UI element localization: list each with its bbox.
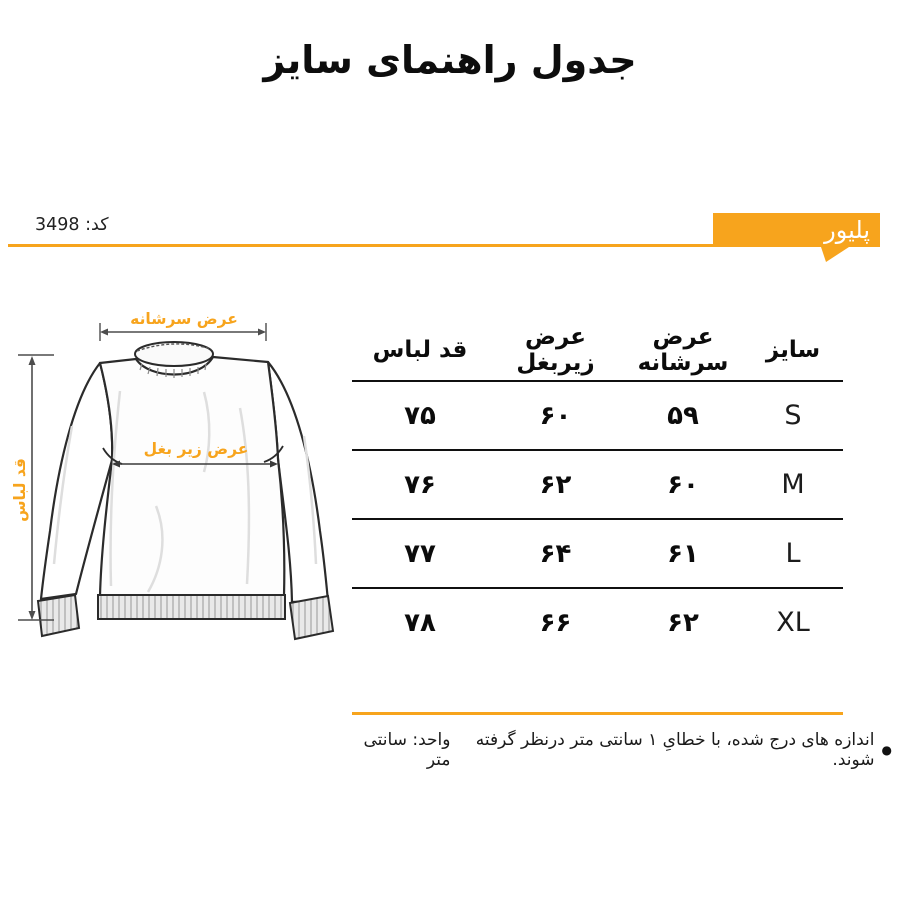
length-value: ۷۵ (404, 400, 436, 431)
size-value: L (785, 538, 801, 569)
sweater-measurement-diagram (8, 296, 348, 656)
page-title: جدول راهنمای سایز (263, 38, 637, 82)
header-garment-length: قد لباس (372, 337, 468, 363)
bullet-icon: ● (881, 743, 892, 757)
banner-underline (8, 244, 713, 247)
header-size: سایز (765, 337, 821, 363)
size-table (352, 320, 843, 656)
shoulder-value: ۵۹ (667, 400, 699, 431)
table-row-xl (352, 589, 843, 656)
table-row-m (352, 451, 843, 520)
unit-note: واحد: سانتی متر (363, 730, 451, 770)
table-row-l (352, 520, 843, 589)
length-value: ۷۷ (404, 538, 436, 569)
footer-divider (352, 712, 843, 715)
length-value: ۷۶ (404, 469, 436, 500)
garment-length-label: قد لباس (11, 458, 29, 522)
length-value: ۷۸ (404, 607, 436, 638)
tolerance-note-text: اندازه های درج شده، با خطایِ ۱ سانتی متر درنظر گرفته شوند. (475, 730, 875, 770)
size-value: M (781, 469, 805, 500)
underarm-value: ۶۲ (539, 469, 572, 500)
underarm-value: ۶۴ (539, 538, 572, 569)
footer (340, 730, 892, 770)
product-tag-label: پلیور (824, 216, 870, 244)
underarm-value: ۶۰ (539, 400, 572, 431)
size-table-header-row (352, 320, 843, 382)
shoulder-value: ۶۱ (667, 538, 699, 569)
shoulder-value: ۶۲ (667, 607, 699, 638)
sweater-hem (98, 595, 285, 619)
underarm-width-label: عرض زیر بغل (143, 440, 249, 458)
size-value: S (784, 400, 802, 431)
table-row-s (352, 382, 843, 451)
speech-bubble-tail-icon (821, 247, 849, 262)
underarm-value: ۶۶ (539, 607, 572, 638)
shoulder-width-label: عرض سرشانه (130, 310, 238, 328)
product-tag (713, 213, 880, 247)
tolerance-note (450, 730, 892, 770)
product-code: کد: 3498 (35, 215, 109, 235)
header-underarm-width: عرض زیربغل (516, 324, 595, 376)
header-shoulder-width: عرض سرشانه (637, 324, 729, 376)
shoulder-value: ۶۰ (667, 469, 699, 500)
size-value: XL (776, 607, 810, 638)
